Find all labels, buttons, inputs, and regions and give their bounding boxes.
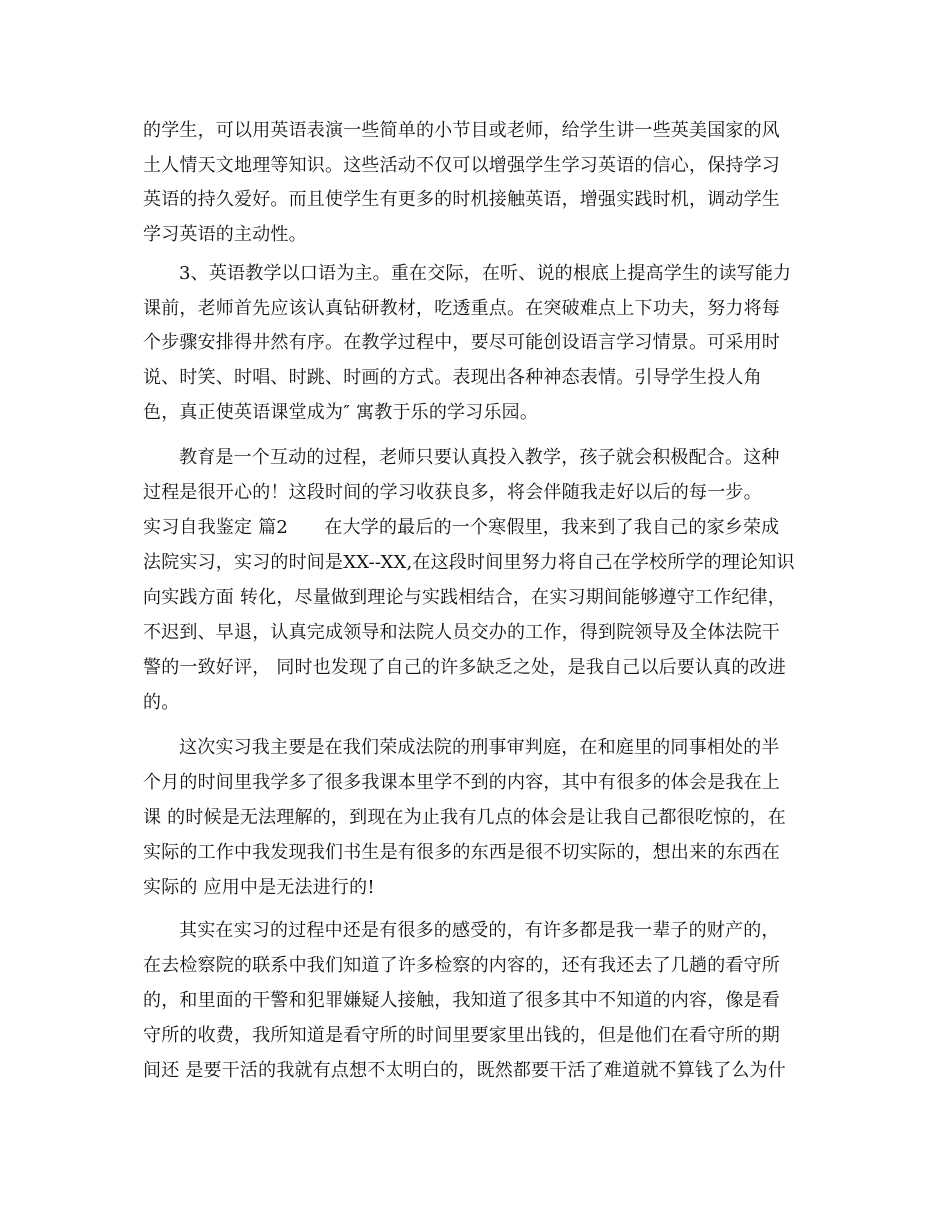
text-line-7: 个步骤安排得井然有序。在教学过程中，要尽可能创设语言学习情景。可采用时 bbox=[143, 332, 780, 353]
text-line-24: 在去检察院的联系中我们知道了许多检察的内容的，还有我还去了几趟的看守所 bbox=[143, 955, 780, 976]
text-line-26: 守所的收费，我所知道是看守所的时间里要家里出钱的，但是他们在看守所的期 bbox=[143, 1025, 780, 1046]
text-line-21: 实际的工作中我发现我们书生是有很多的东西是很不切实际的，想出来的东西在 bbox=[143, 842, 780, 863]
text-line-27: 间还 是要干活的我就有点想不太明白的，既然都要干活了难道就不算钱了么为什 bbox=[143, 1060, 786, 1081]
text-line-23: 其实在实习的过程中还是有很多的感受的，有许多都是我一辈子的财产的， bbox=[179, 920, 780, 941]
text-line-10: 教育是一个互动的过程，老师只要认真投入教学，孩子就会积极配合。这种 bbox=[179, 447, 780, 468]
text-line-2: 土人情天文地理等知识。这些活动不仅可以增强学生学习英语的信心，保持学习 bbox=[143, 155, 780, 176]
text-line-9: 色，真正使英语课堂成为″ 寓教于乐的学习乐园。 bbox=[143, 402, 539, 423]
text-line-8: 说、时笑、时唱、时跳、时画的方式。表现出各种神态表情。引导学生投人角 bbox=[143, 367, 762, 388]
text-line-11: 过程是很开心的！这段时间的学习收获良多，将会伴随我走好以后的每一步。 bbox=[143, 482, 762, 503]
text-line-25: 的，和里面的干警和犯罪嫌疑人接触，我知道了很多其中不知道的内容，像是看 bbox=[143, 990, 780, 1011]
text-line-15: 不迟到、早退，认真完成领导和法院人员交办的工作，得到院领导及全体法院干 bbox=[143, 622, 780, 643]
text-line-4: 学习英语的主动性。 bbox=[143, 224, 307, 245]
text-line-6: 课前，老师首先应该认真钻研教材，吃透重点。在突破难点上下功夫，努力将每 bbox=[143, 298, 780, 319]
text-line-17: 的。 bbox=[143, 692, 180, 713]
text-line-19: 个月的时间里我学多了很多我课本里学不到的内容，其中有很多的体会是我在上 bbox=[143, 772, 780, 793]
text-line-13: 法院实习，实习的时间是XX--XX,在这段时间里努力将自己在学校所学的理论知识 bbox=[143, 552, 795, 573]
text-line-16: 警的一致好评， 同时也发现了自己的许多缺乏之处，是我自己以后要认真的改进 bbox=[143, 657, 786, 678]
text-line-12: 实习自我鉴定 篇2 在大学的最后的一个寒假里，我来到了我自己的家乡荣成 bbox=[143, 517, 780, 538]
text-line-22: 实际的 应用中是无法进行的! bbox=[143, 877, 375, 898]
text-line-18: 这次实习我主要是在我们荣成法院的刑事审判庭，在和庭里的同事相处的半 bbox=[179, 737, 780, 758]
text-line-3: 英语的持久爱好。而且使学生有更多的时机接触英语，增强实践时机，调动学生 bbox=[143, 189, 780, 210]
text-line-1: 的学生，可以用英语表演一些简单的小节目或老师，给学生讲一些英美国家的风 bbox=[143, 120, 780, 141]
text-line-14: 向实践方面 转化，尽量做到理论与实践相结合，在实习期间能够遵守工作纪律， bbox=[143, 587, 786, 608]
text-line-5: 3、英语教学以口语为主。重在交际，在听、说的根底上提高学生的读写能力 bbox=[179, 263, 792, 284]
text-line-20: 课 的时候是无法理解的，到现在为止我有几点的体会是让我自己都很吃惊的，在 bbox=[143, 807, 786, 828]
